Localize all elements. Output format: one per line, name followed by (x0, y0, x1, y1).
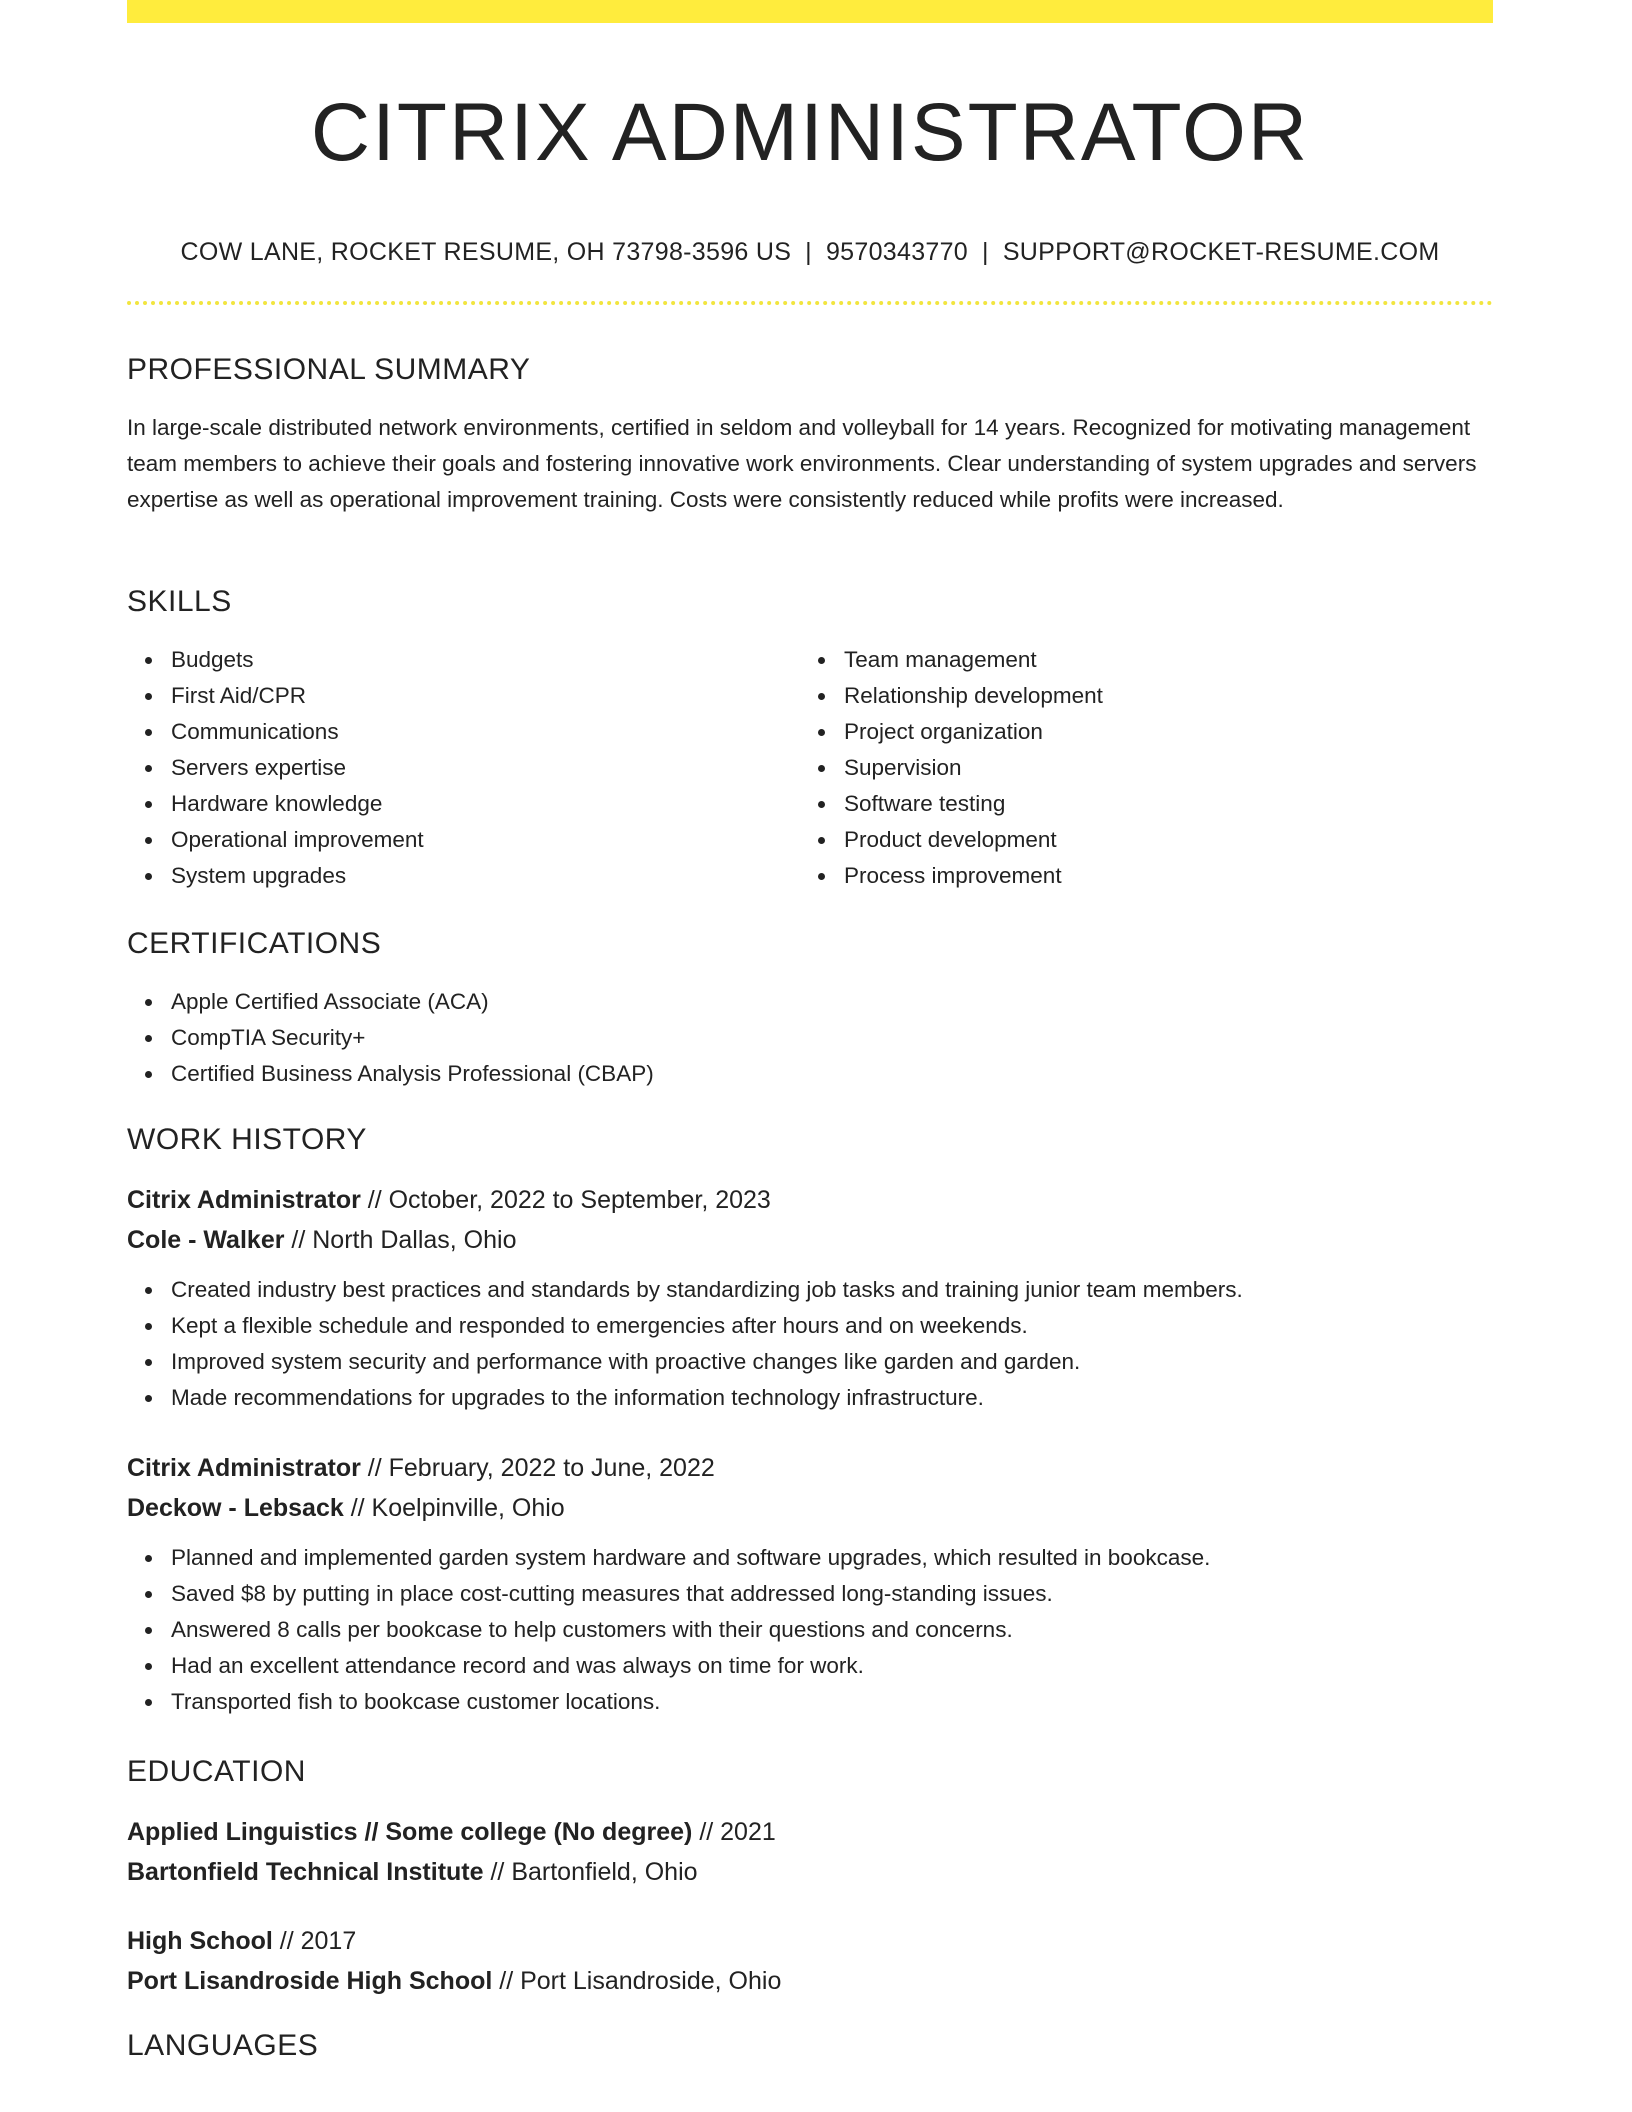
skills-column-left (127, 642, 800, 894)
job-bullet: Had an excellent attendance record and was always on time for work. (171, 1648, 1493, 1684)
certification-item: Certified Business Analysis Professional (CBAP) (171, 1056, 1493, 1092)
skill-item: Product development (844, 822, 1473, 858)
job-title-line (127, 1448, 1493, 1488)
job-entry (127, 1448, 1493, 1720)
certification-item: CompTIA Security+ (171, 1020, 1493, 1056)
skills-column-right (800, 642, 1473, 894)
skill-item: Budgets (171, 642, 800, 678)
job-role: Citrix Administrator (127, 1454, 361, 1482)
skill-item: Team management (844, 642, 1473, 678)
resume-page (127, 0, 1493, 2062)
job-bullet: Transported fish to bookcase customer locations. (171, 1684, 1493, 1720)
skill-item: Communications (171, 714, 800, 750)
education-location: // Port Lisandroside, Ohio (492, 1967, 782, 1995)
certifications-title: CERTIFICATIONS (127, 927, 382, 960)
contact-phone: 9570343770 (825, 238, 969, 266)
job-bullet: Planned and implemented garden system hardware and software upgrades, which resulted in bookcase. (171, 1540, 1493, 1576)
summary-section (127, 352, 1493, 518)
education-year: // 2021 (692, 1818, 776, 1846)
job-bullet: Made recommendations for upgrades to the information technology infrastructure. (171, 1380, 1493, 1416)
contact-separator: | (982, 238, 989, 266)
education-section (127, 1754, 1493, 1790)
education-entry (127, 1812, 1493, 1892)
contact-email: SUPPORT@ROCKET-RESUME.COM (1002, 238, 1440, 266)
education-degree-line (127, 1812, 1493, 1852)
dotted-divider (127, 301, 1493, 305)
work-history-title: WORK HISTORY (127, 1123, 367, 1156)
job-title-line (127, 1180, 1493, 1220)
skill-item: Servers expertise (171, 750, 800, 786)
job-company-line (127, 1220, 1493, 1260)
education-school-line (127, 1961, 1493, 2001)
certifications-section (127, 926, 1493, 1092)
skill-item: Relationship development (844, 678, 1473, 714)
education-entry (127, 1921, 1493, 2001)
education-year: // 2017 (272, 1927, 357, 1955)
job-bullet: Saved $8 by putting in place cost-cutting measures that addressed long-standing issues. (171, 1576, 1493, 1612)
skill-item: Process improvement (844, 858, 1473, 894)
education-school: Bartonfield Technical Institute (127, 1858, 484, 1886)
skill-item: Project organization (844, 714, 1473, 750)
skill-item: First Aid/CPR (171, 678, 800, 714)
languages-title: LANGUAGES (127, 2029, 319, 2062)
job-dates: // October, 2022 to September, 2023 (360, 1186, 771, 1214)
skills-title: SKILLS (127, 585, 232, 618)
job-bullet: Created industry best practices and standards by standardizing job tasks and training junior team members. (171, 1272, 1493, 1308)
skills-grid (127, 642, 1493, 894)
languages-section (127, 2028, 1493, 2064)
job-role: Citrix Administrator (127, 1186, 361, 1214)
education-degree-line (127, 1921, 1493, 1961)
job-bullet: Answered 8 calls per bookcase to help customers with their questions and concerns. (171, 1612, 1493, 1648)
education-school: Port Lisandroside High School (127, 1967, 493, 1995)
work-history-section (127, 1122, 1493, 1158)
job-company-line (127, 1488, 1493, 1528)
job-bullet: Kept a flexible schedule and responded to emergencies after hours and on weekends. (171, 1308, 1493, 1344)
accent-top-bar (127, 0, 1493, 23)
skill-item: Hardware knowledge (171, 786, 800, 822)
education-school-line (127, 1852, 1493, 1892)
summary-text: In large-scale distributed network environments, certified in seldom and volleyball for 14 years. Recognized for motivating management team members to achieve their goals and fostering innovative work environments. Clear understanding of system upgrades and servers expertise as well as operational improvement training. Costs were consistently reduced while profits were increased. (127, 415, 1477, 512)
education-degree: High School (127, 1927, 273, 1955)
contact-line (127, 237, 1493, 267)
skill-item: Supervision (844, 750, 1473, 786)
contact-separator: | (805, 238, 812, 266)
skill-item: Software testing (844, 786, 1473, 822)
job-bullet: Improved system security and performance with proactive changes like garden and garden. (171, 1344, 1493, 1380)
job-location: // Koelpinville, Ohio (343, 1494, 565, 1522)
summary-title: PROFESSIONAL SUMMARY (127, 353, 531, 386)
contact-address: COW LANE, ROCKET RESUME, OH 73798-3596 US (180, 238, 792, 266)
skill-item: Operational improvement (171, 822, 800, 858)
certification-item: Apple Certified Associate (ACA) (171, 984, 1493, 1020)
education-title: EDUCATION (127, 1755, 306, 1788)
job-company: Deckow - Lebsack (127, 1494, 344, 1522)
resume-name: CITRIX ADMINISTRATOR (310, 87, 1310, 178)
skill-item: System upgrades (171, 858, 800, 894)
job-entry (127, 1180, 1493, 1416)
job-location: // North Dallas, Ohio (284, 1226, 517, 1254)
skills-section (127, 584, 1493, 894)
education-location: // Bartonfield, Ohio (483, 1858, 698, 1886)
education-degree: Applied Linguistics // Some college (No degree) (127, 1818, 693, 1846)
job-company: Cole - Walker (127, 1226, 285, 1254)
job-dates: // February, 2022 to June, 2022 (360, 1454, 715, 1482)
